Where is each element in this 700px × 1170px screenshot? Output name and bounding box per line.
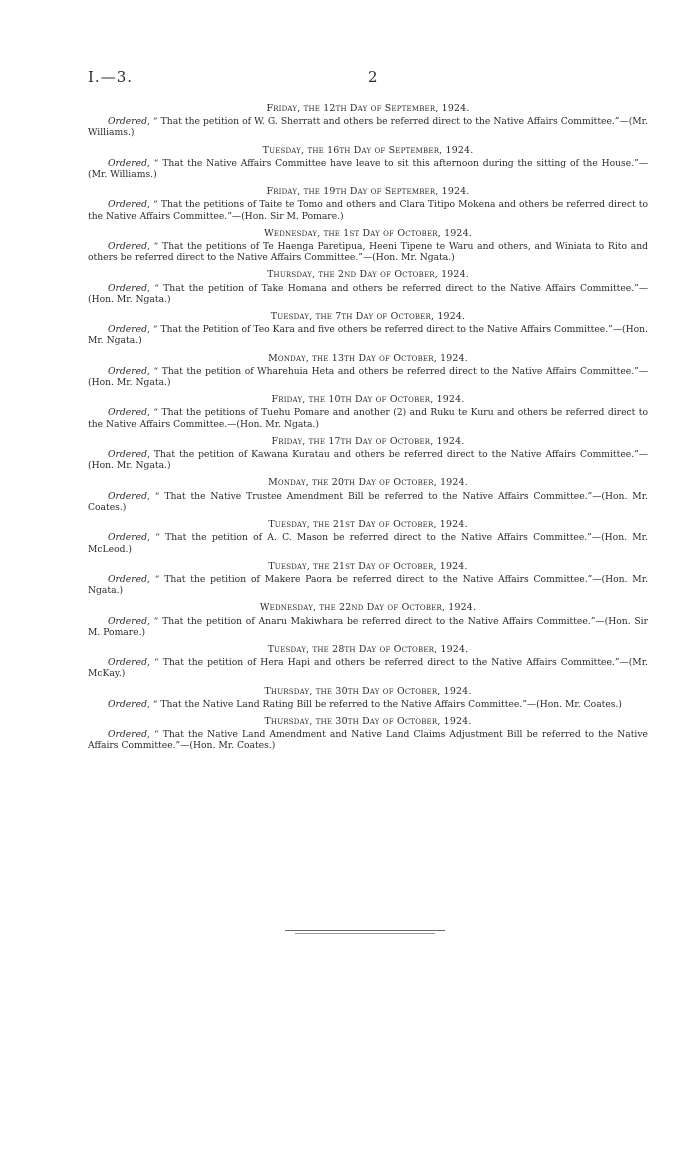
- entry-order: [88, 449, 648, 471]
- journal-entry: [88, 311, 648, 347]
- entry-order: [88, 729, 648, 751]
- entry-date: Friday, the 10th Day of October, 1924.: [271, 394, 465, 406]
- entry-order: [88, 407, 648, 429]
- entry-order: [88, 158, 648, 180]
- entry-order: [88, 324, 648, 346]
- ordered-label: Ordered,: [108, 573, 150, 585]
- order-text: “ That the petition of Wharehuia Heta and others be referred direct to the Native Affairs Committee.”—(Hon. Mr. Ngata.): [88, 365, 649, 389]
- entry-date: Tuesday, the 21st Day of October, 1924.: [268, 560, 468, 572]
- entry-order: [88, 491, 648, 513]
- order-text: “ That the petition of W. G. Sherratt and others be referred direct to the Native Affairs Committee.”—(Mr. Williams.): [88, 116, 648, 139]
- ordered-label: Ordered,: [108, 698, 150, 710]
- entry-order: [88, 241, 648, 263]
- entry-date: Thursday, the 30th Day of October, 1924.: [264, 685, 472, 697]
- journal-entry: [88, 228, 648, 264]
- page-number: 2: [368, 68, 378, 86]
- ordered-label: Ordered,: [108, 199, 150, 211]
- journal-entry: [88, 186, 648, 222]
- order-text: “ That the petitions of Te Haenga Paretipua, Heeni Tipene te Waru and others, and Winiata to Rito and others be referred direct to the Native Affairs Committee.”—(Hon. Mr. Ngata.): [88, 241, 649, 264]
- journal-entry: [88, 477, 648, 513]
- journal-entry: [88, 103, 648, 139]
- entry-date: Tuesday, the 28th Day of October, 1924.: [267, 643, 469, 655]
- journal-entry: [88, 716, 648, 752]
- footer-rule-line: [285, 930, 445, 931]
- ordered-label: Ordered,: [108, 324, 150, 336]
- journal-entry: [88, 602, 648, 638]
- journal-entry: [88, 145, 648, 181]
- order-text: “ That the petition of Hera Hapi and others be referred direct to the Native Affairs Committee.”—(Mr. McKay.): [88, 657, 649, 680]
- journal-entry: [88, 436, 648, 472]
- order-text: “ That the petitions of Tuehu Pomare and another (2) and Ruku te Kuru and others be referred direct to the Native Affairs Committee.—(Hon. Mr. Ngata.): [88, 407, 649, 430]
- order-text: “ That the petition of Anaru Makiwhara be referred direct to the Native Affairs Committee.”—(Hon. Sir M. Pomare.): [88, 615, 648, 638]
- order-text: That the petition of Kawana Kuratau and others be referred direct to the Native Affairs Committee.”—(Hon. Mr. Ngata.): [88, 449, 648, 472]
- ordered-label: Ordered,: [108, 490, 150, 502]
- footer-rule: [285, 930, 445, 936]
- entry-date: Friday, the 19th Day of September, 1924.: [266, 186, 470, 198]
- page-header: [88, 68, 628, 92]
- entry-date: Tuesday, the 16th Day of September, 1924.: [262, 144, 474, 156]
- order-text: “ That the Native Land Rating Bill be referred to the Native Affairs Committee.”—(Hon. Mr. Coates.): [152, 698, 623, 710]
- journal-entry: [88, 394, 648, 430]
- order-text: “ That the petition of Take Homana and others be referred direct to the Native Affairs Committee.”—(Hon. Mr. Ngata.): [88, 282, 649, 305]
- journal-entry: [88, 353, 648, 389]
- entry-order: [88, 199, 648, 221]
- journal-entry: [88, 269, 648, 305]
- entry-date: Wednesday, the 22nd Day of October, 1924.: [259, 602, 477, 614]
- entry-date: Monday, the 20th Day of October, 1924.: [268, 477, 468, 489]
- entry-date: Monday, the 13th Day of October, 1924.: [268, 352, 468, 364]
- entry-date: Tuesday, the 21st Day of October, 1924.: [268, 519, 468, 531]
- entry-date: Tuesday, the 7th Day of October, 1924.: [270, 311, 466, 323]
- entry-order: [88, 616, 648, 638]
- document-reference: I.—3.: [88, 68, 134, 86]
- order-text: “ That the petition of A. C. Mason be referred direct to the Native Affairs Committee.”—(Hon. Mr. McLeod.): [88, 532, 648, 555]
- journal-entries: [88, 103, 648, 758]
- entry-order: [88, 116, 648, 138]
- ordered-label: Ordered,: [108, 657, 150, 669]
- order-text: “ That the Native Affairs Committee have leave to sit this afternoon during the sitting of the House.”—(Mr. Williams.): [88, 157, 649, 181]
- entry-order: [88, 532, 648, 554]
- entry-order: [88, 366, 648, 388]
- entry-date: Thursday, the 30th Day of October, 1924.: [264, 715, 472, 727]
- entry-date: Wednesday, the 1st Day of October, 1924.: [264, 227, 472, 239]
- journal-entry: [88, 519, 648, 555]
- order-text: “ That the Petition of Teo Kara and five others be referred direct to the Native Affairs Committee.”—(Hon. Mr. Ngata.): [88, 324, 649, 347]
- journal-entry: [88, 686, 648, 710]
- entry-date: Friday, the 12th Day of September, 1924.: [266, 103, 470, 114]
- ordered-label: Ordered,: [108, 615, 150, 627]
- entry-order: [88, 283, 648, 305]
- ordered-label: Ordered,: [108, 365, 150, 377]
- order-text: “ That the Native Trustee Amendment Bill be referred to the Native Affairs Committee.”—(Hon. Mr. Coates.): [88, 490, 649, 513]
- order-text: “ That the petition of Makere Paora be referred direct to the Native Affairs Committee.”—(Hon. Mr. Ngata.): [88, 573, 648, 597]
- ordered-label: Ordered,: [108, 407, 150, 419]
- ordered-label: Ordered,: [108, 157, 150, 169]
- footer-rule-line: [295, 933, 435, 934]
- entry-date: Thursday, the 2nd Day of October, 1924.: [267, 269, 469, 281]
- ordered-label: Ordered,: [108, 449, 150, 461]
- journal-entry: [88, 644, 648, 680]
- entry-order: [88, 657, 648, 679]
- ordered-label: Ordered,: [108, 241, 150, 253]
- ordered-label: Ordered,: [108, 729, 150, 741]
- ordered-label: Ordered,: [108, 116, 150, 128]
- ordered-label: Ordered,: [108, 282, 150, 294]
- entry-date: Friday, the 17th Day of October, 1924.: [271, 435, 465, 447]
- journal-entry: [88, 561, 648, 597]
- ordered-label: Ordered,: [108, 532, 150, 544]
- order-text: “ That the Native Land Amendment and Native Land Claims Adjustment Bill be referred to the Native Affairs Committee.”—(Hon. Mr. Coates.): [88, 729, 648, 752]
- entry-order: [88, 574, 648, 596]
- order-text: “ That the petitions of Taite te Tomo and others and Clara Titipo Mokena and others be referred direct to the Native Affairs Committee.”—(Hon. Sir M. Pomare.): [88, 199, 648, 222]
- entry-order: [88, 699, 648, 710]
